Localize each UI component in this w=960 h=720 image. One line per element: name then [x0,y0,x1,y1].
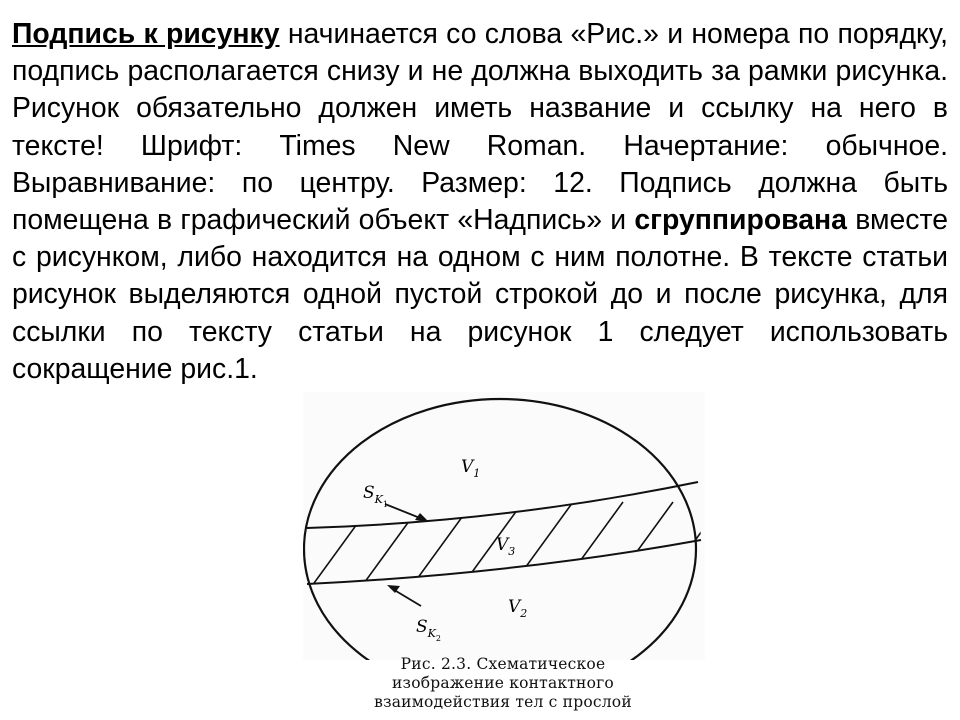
contact-diagram-svg [303,392,705,660]
caption-line: взаимодействия тел с прослой [374,693,632,711]
paragraph-part-1: начинается со слова «Рис.» и номера по порядку, подпись располагается снизу и не должна выходить за рамки рисунка. Рисунок обязательно должен иметь название и ссылку на него в тексте! Шрифт: Times New Roman. Начертание: обычное. Выравнивание: по центру. Размер: 12. Подпись должна быть помещена в графический объект «Надпись» и [12,18,949,237]
body-outline [304,399,696,660]
label-v2: $V_2$ [508,597,528,620]
grouped-emphasis: сгруппирована [634,204,847,237]
arrow-sk1-head [415,513,429,522]
caption-line: изображение контактного [392,674,614,692]
label-v1: $V_1$ [461,457,481,480]
contact-diagram [303,392,705,660]
label-v3: $V_3$ [496,535,516,558]
label-sk1: $S_{K1}$ [363,483,388,509]
heading-figure-caption: Подпись к рисунку [12,18,280,50]
paragraph-part-2: вместе с рисунком, либо находится на одном с ним полотне. В тексте статьи рисунок выделяются одной пустой строкой до и после рисунка, для ссылки по тексту статьи на рисунок 1 следует использовать сокращение рис.1. [12,204,948,385]
layer-hatching [303,502,705,612]
figure-caption [318,655,688,712]
body-paragraph [12,16,948,388]
label-sk2: $S_{K2}$ [416,617,441,643]
caption-line: Рис. 2.3. Схематическое [400,655,606,673]
